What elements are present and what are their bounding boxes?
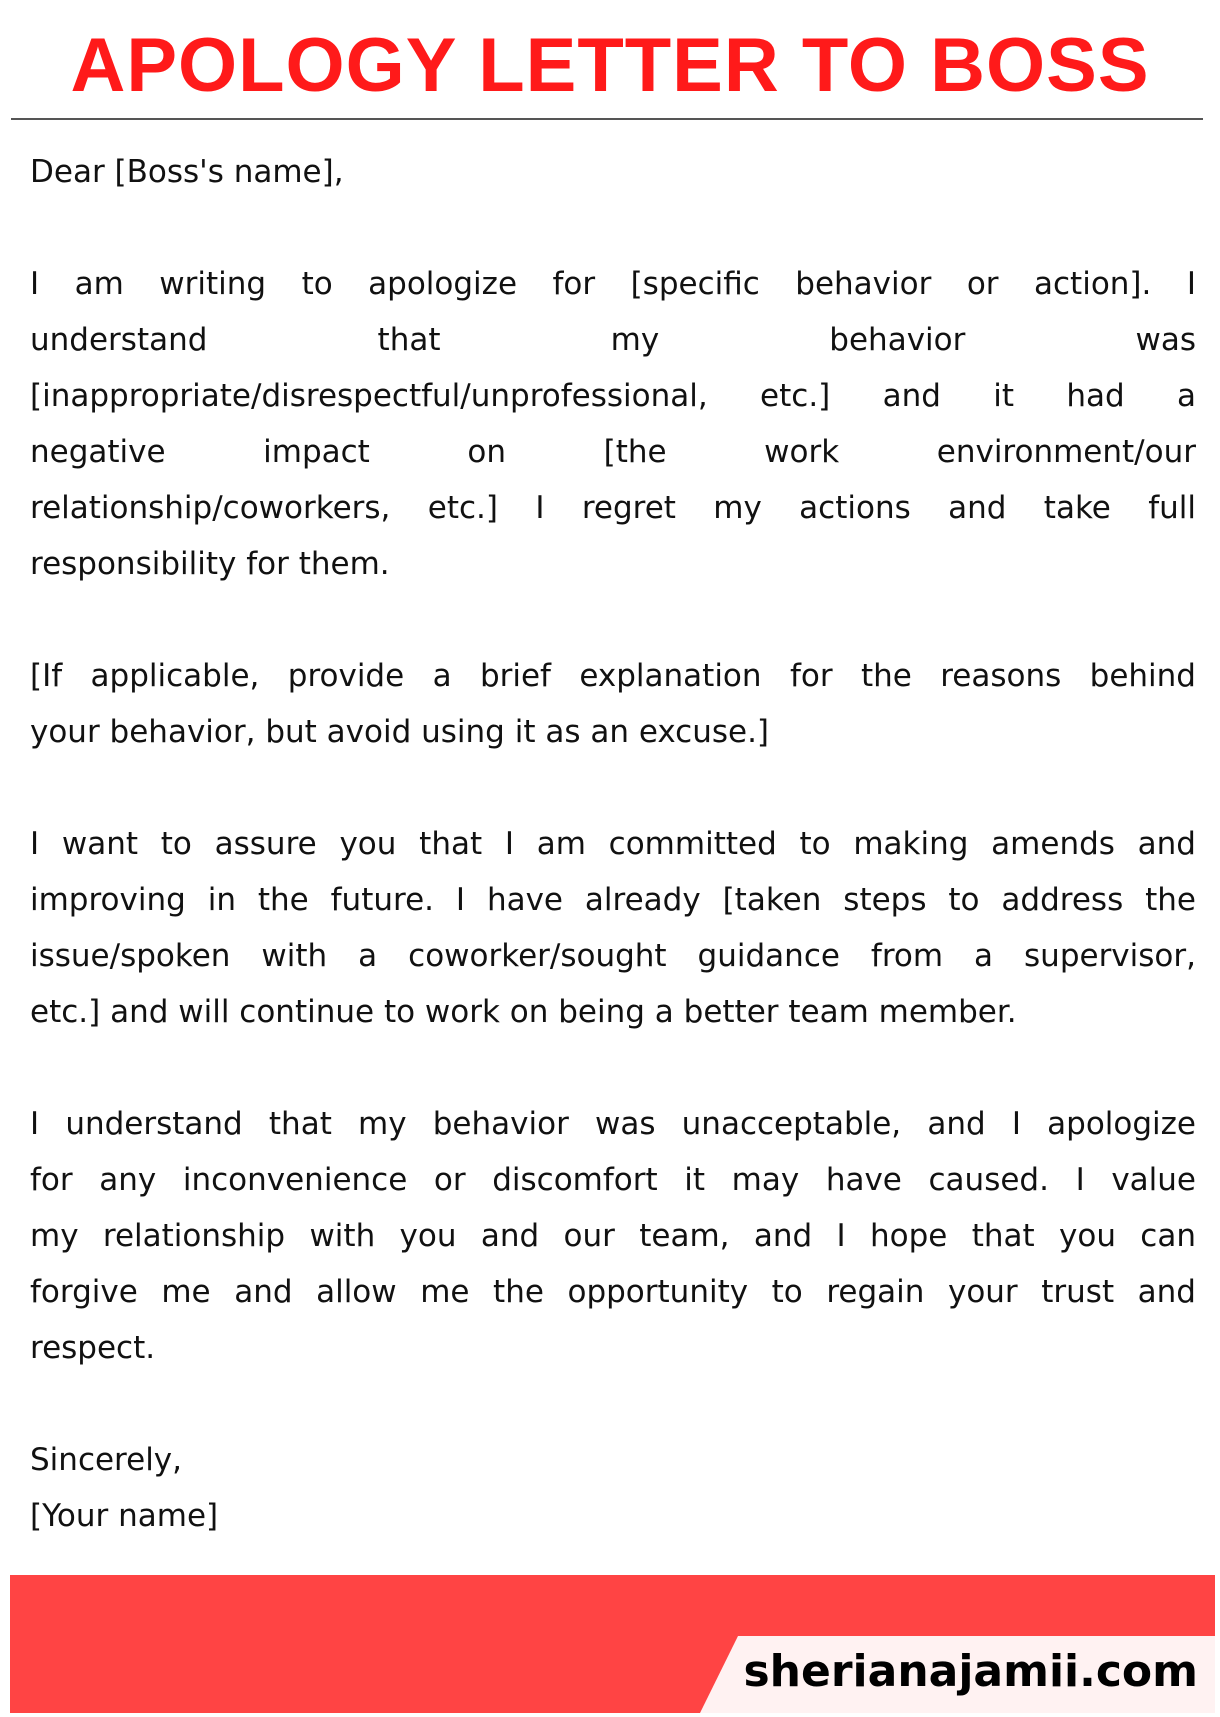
paragraph-line: forgive me and allow me the opportunity to regain your trust and (30, 1274, 1196, 1310)
letter-paragraphs (30, 256, 1196, 1432)
paragraph-line: improving in the future. I have already [taken steps to address the (30, 882, 1196, 918)
paragraph-line: I am writing to apologize for [specific behavior or action]. I (30, 266, 1196, 302)
paragraph-line: I understand that my behavior was unacceptable, and I apologize (30, 1106, 1196, 1142)
paragraph (30, 648, 1196, 760)
paragraph-line: etc.] and will continue to work on being a better team member. (30, 994, 1017, 1030)
paragraph-line: [inappropriate/disrespectful/unprofessional, etc.] and it had a (30, 378, 1196, 414)
closing: Sincerely, (30, 1442, 183, 1478)
paragraph-line: [If applicable, provide a brief explanation for the reasons behind (30, 658, 1196, 694)
signature: [Your name] (30, 1498, 219, 1534)
paragraph-line: understand that my behavior was (30, 322, 1196, 358)
letter-body (30, 144, 1196, 1544)
paragraph-line: negative impact on [the work environment/our (30, 434, 1196, 470)
page-title: APOLOGY LETTER TO BOSS (70, 23, 1150, 108)
greeting: Dear [Boss's name], (30, 154, 344, 190)
paragraph-line: responsibility for them. (30, 546, 390, 582)
paragraph-line: my relationship with you and our team, and I hope that you can (30, 1218, 1196, 1254)
title-divider (11, 118, 1203, 120)
paragraph-line: relationship/coworkers, etc.] I regret my actions and take full (30, 490, 1196, 526)
paragraph-line: issue/spoken with a coworker/sought guidance from a supervisor, (30, 938, 1196, 974)
paragraph-line: your behavior, but avoid using it as an excuse.] (30, 714, 770, 750)
paragraph (30, 256, 1196, 592)
paragraph-line: for any inconvenience or discomfort it may have caused. I value (30, 1162, 1196, 1198)
footer-site-link[interactable]: sherianajamii.com (743, 1646, 1198, 1697)
paragraph-line: I want to assure you that I am committed to making amends and (30, 826, 1196, 862)
paragraph (30, 816, 1196, 1040)
paragraph (30, 1096, 1196, 1376)
paragraph-line: respect. (30, 1330, 156, 1366)
